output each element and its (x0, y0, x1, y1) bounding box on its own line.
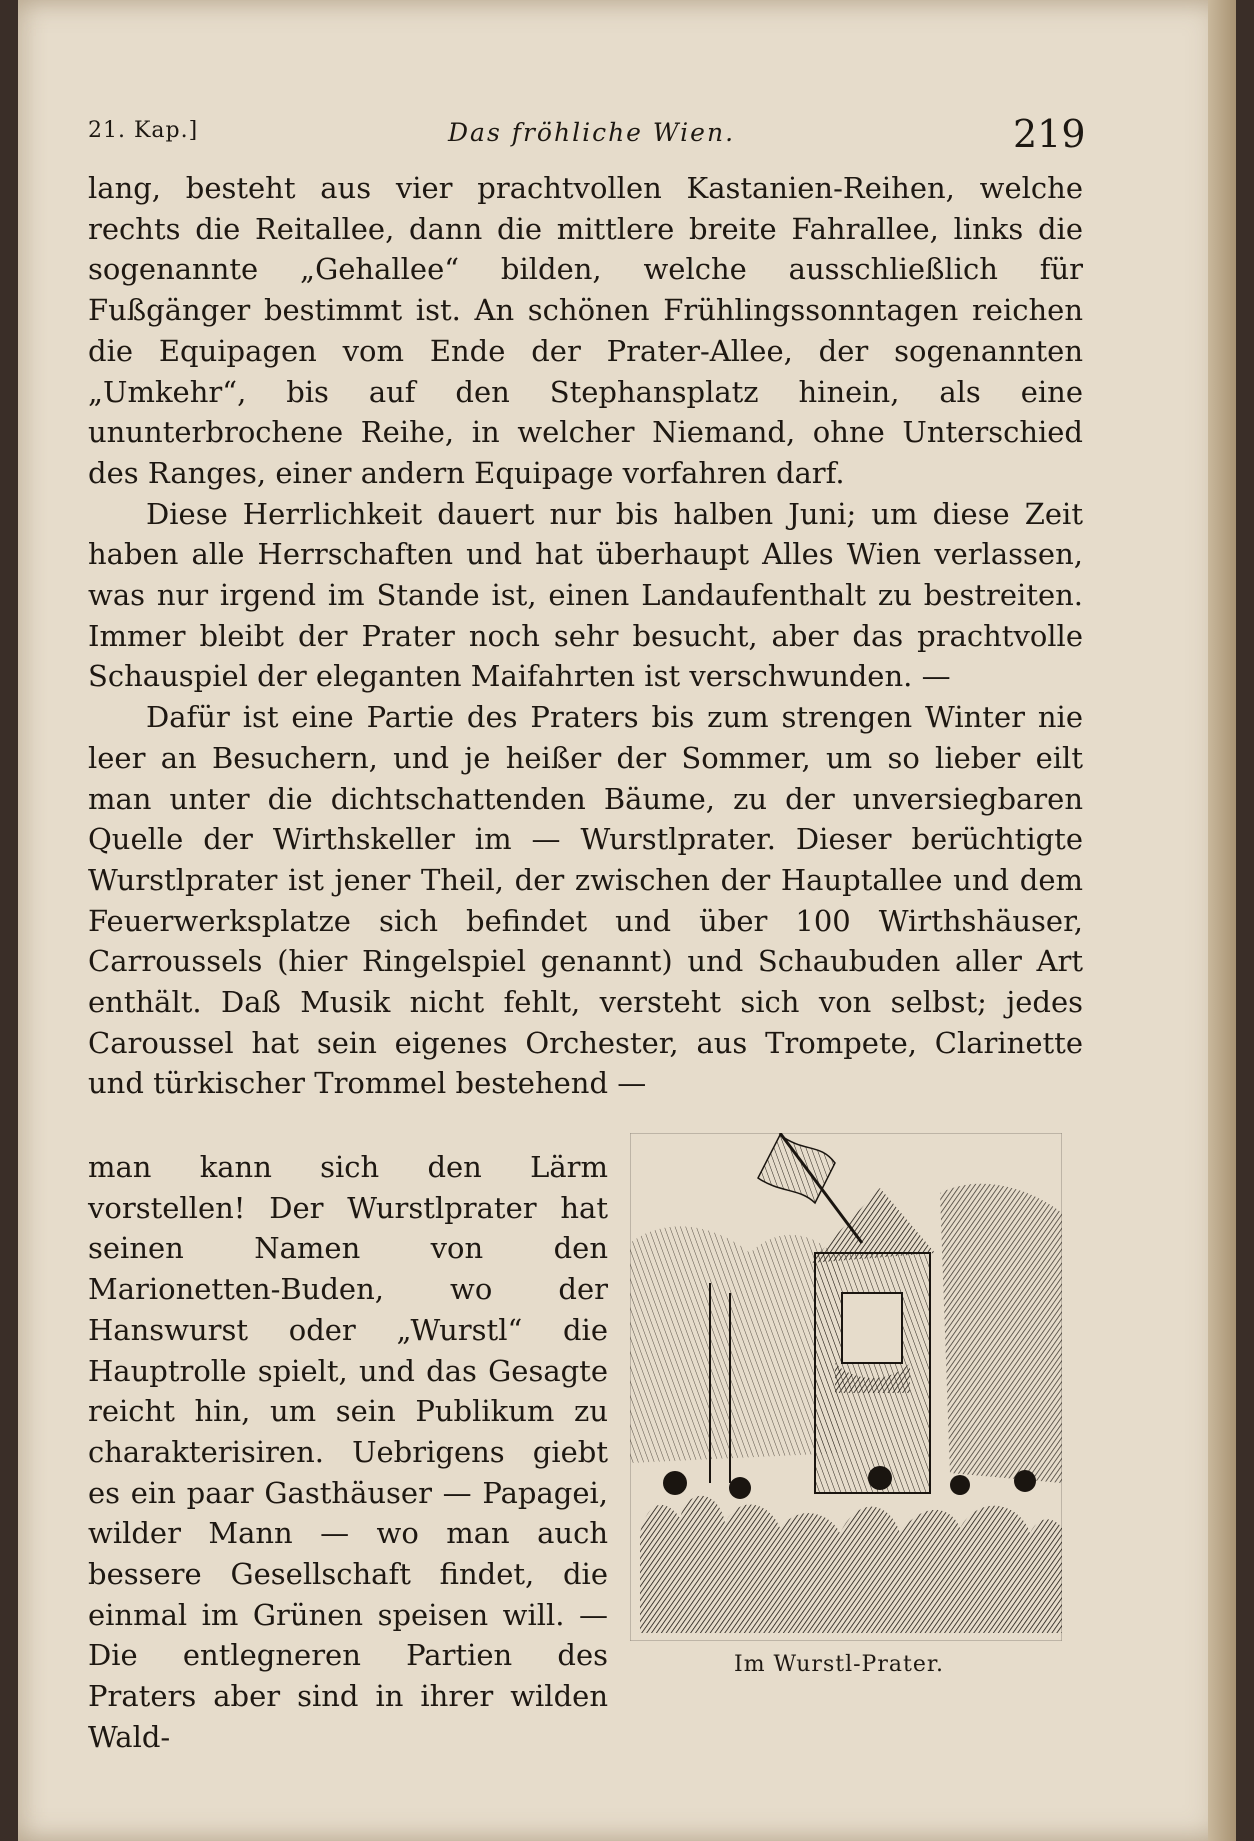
chapter-label: 21. Kap.] (88, 118, 199, 143)
illustration-caption: Im Wurstl-Prater. (734, 1652, 944, 1677)
book-page (18, 0, 1236, 1841)
wrapped-text-column: man kann sich den Lärm vorstellen! Der Wurstlprater hat seinen Namen von den Marionetten-Buden, wo der Hanswurst oder „Wurstl“ die Hauptrolle spielt, und das Gesagte reicht hin, um sein Publikum zu charakterisiren. Uebrigens giebt es ein paar Gasthäuser — Papagei, wilder Mann — wo man auch bessere Gesellschaft findet, die einmal im Grünen speisen will. — Die entlegneren Partien des Praters aber sind in ihrer wilden Wald- (88, 1150, 608, 1754)
paragraph-3: Dafür ist eine Partie des Praters bis zum strengen Winter nie leer an Besuchern, und je heißer der Sommer, um so lieber eilt man unter die dichtschattenden Bäume, zu der unversiegbaren Quelle der Wirthskeller im — Wurstlprater. Dieser berüchtigte Wurstlprater ist jener Theil, der zwischen der Hauptallee und dem Feuerwerksplatze sich befindet und über 100 Wirthshäuser, Carroussels (hier Ringelspiel genannt) und Schaubuden aller Art enthält. Daß Musik nicht fehlt, versteht sich von selbst; jedes Caroussel hat sein eigenes Orchester, aus Trompete, Clarinette und türkischer Trommel bestehend — (88, 700, 1083, 1101)
running-title: Das fröhliche Wien. (448, 118, 736, 147)
page-edge (1208, 0, 1236, 1841)
running-header (88, 112, 1088, 156)
page-number: 219 (1013, 112, 1086, 156)
paragraph-2: Diese Herrlichkeit dauert nur bis halben Juni; um diese Zeit haben alle Herrschaften und hat überhaupt Alles Wien verlassen, was nur irgend im Stande ist, einen Landaufenthalt zu bestreiten. Immer bleibt der Prater noch sehr besucht, aber das prachtvolle Schauspiel der eleganten Maifahrten ist verschwunden. — (88, 496, 1083, 694)
wurstlprater-engraving (630, 1133, 1062, 1641)
paragraph-1: lang, besteht aus vier prachtvollen Kastanien-Reihen, welche rechts die Reitallee, dann die mittlere breite Fahrallee, links die sogenannte „Gehallee“ bilden, welche ausschließlich für Fußgänger bestimmt ist. An schönen Frühlingssonntagen reichen die Equipagen vom Ende der Prater-Allee, der sogenannten „Umkehr“, bis auf den Stephansplatz hinein, als eine ununterbrochene Reihe, in welcher Niemand, ohne Unterschied des Ranges, einer andern Equipage vorfahren darf. (88, 171, 1083, 490)
body-text (88, 168, 1083, 1104)
